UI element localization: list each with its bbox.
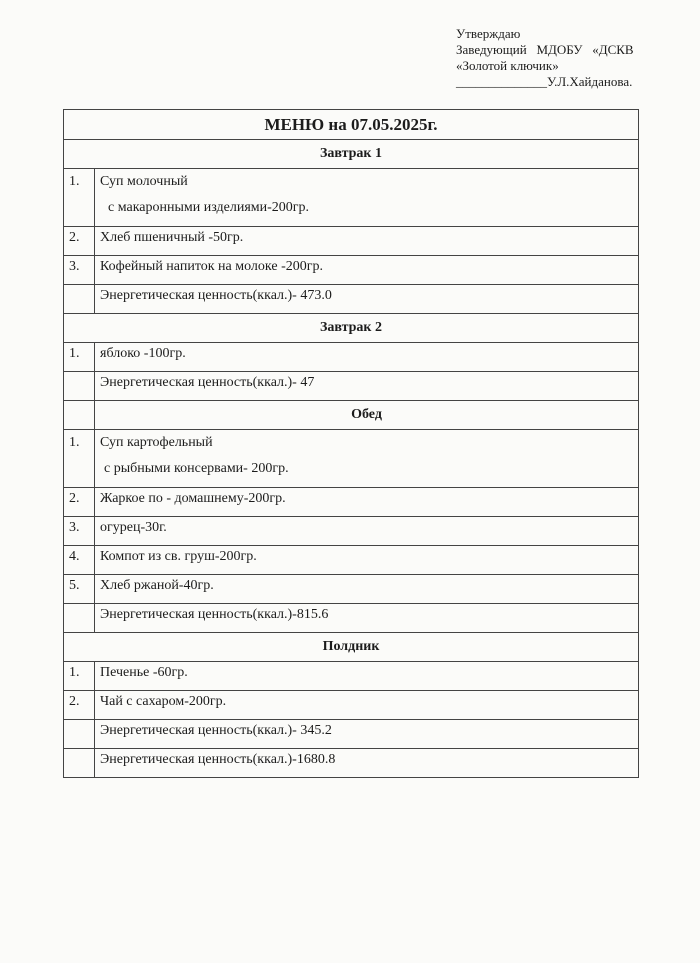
item-name: яблоко -100гр. <box>95 343 639 372</box>
item-name: Хлеб пшеничный -50гр. <box>95 227 639 256</box>
item-name: Суп картофельный <box>100 435 213 450</box>
item-name: Компот из св. груш-200гр. <box>95 546 639 575</box>
item-name-continued: с макаронными изделиями-200гр. <box>108 200 310 215</box>
item-cell <box>95 169 639 227</box>
approval-block <box>456 26 634 90</box>
item-name: Печенье -60гр. <box>95 662 639 691</box>
item-name: огурец-30г. <box>95 517 639 546</box>
item-number: 1. <box>64 430 95 488</box>
item-number: 1. <box>64 343 95 372</box>
table-row <box>64 227 639 256</box>
section-header: Обед <box>95 401 639 430</box>
item-number: 4. <box>64 546 95 575</box>
total-energy-value: Энергетическая ценность(ккал.)-1680.8 <box>95 749 639 778</box>
item-name: Суп молочный <box>100 174 188 189</box>
table-row <box>64 169 639 227</box>
item-name: Жаркое по - домашнему-200гр. <box>95 488 639 517</box>
item-cell <box>95 430 639 488</box>
item-number: 2. <box>64 488 95 517</box>
approval-institution: «Золотой ключик» <box>456 58 559 73</box>
table-row <box>64 575 639 604</box>
item-number: 1. <box>64 169 95 227</box>
approval-position: Заведующий МДОБУ «ДСКВ <box>456 42 634 57</box>
item-name: Кофейный напиток на молоке -200гр. <box>95 256 639 285</box>
approval-signature: ______________У.Л.Хайданова. <box>456 74 633 89</box>
table-row <box>64 691 639 720</box>
menu-title: МЕНЮ на 07.05.2025г. <box>64 110 639 140</box>
energy-value: Энергетическая ценность(ккал.)-815.6 <box>95 604 639 633</box>
item-name-continued: с рыбными консервами- 200гр. <box>104 461 289 476</box>
energy-row <box>64 720 639 749</box>
item-number: 2. <box>64 691 95 720</box>
item-name: Хлеб ржаной-40гр. <box>95 575 639 604</box>
table-row <box>64 546 639 575</box>
item-name: Чай с сахаром-200гр. <box>95 691 639 720</box>
item-number: 1. <box>64 662 95 691</box>
table-row <box>64 430 639 488</box>
table-row <box>64 343 639 372</box>
section-header: Завтрак 2 <box>64 314 639 343</box>
item-number: 2. <box>64 227 95 256</box>
table-row <box>64 488 639 517</box>
energy-row <box>64 372 639 401</box>
energy-row <box>64 285 639 314</box>
item-number: 3. <box>64 517 95 546</box>
item-number: 3. <box>64 256 95 285</box>
approval-line: Утверждаю <box>456 26 521 41</box>
table-row <box>64 662 639 691</box>
section-header: Завтрак 1 <box>64 140 639 169</box>
section-header: Полдник <box>64 633 639 662</box>
table-row <box>64 256 639 285</box>
total-energy-row <box>64 749 639 778</box>
menu-table <box>63 109 639 778</box>
table-row <box>64 517 639 546</box>
energy-value: Энергетическая ценность(ккал.)- 473.0 <box>95 285 639 314</box>
energy-value: Энергетическая ценность(ккал.)- 47 <box>95 372 639 401</box>
energy-row <box>64 604 639 633</box>
item-number: 5. <box>64 575 95 604</box>
energy-value: Энергетическая ценность(ккал.)- 345.2 <box>95 720 639 749</box>
